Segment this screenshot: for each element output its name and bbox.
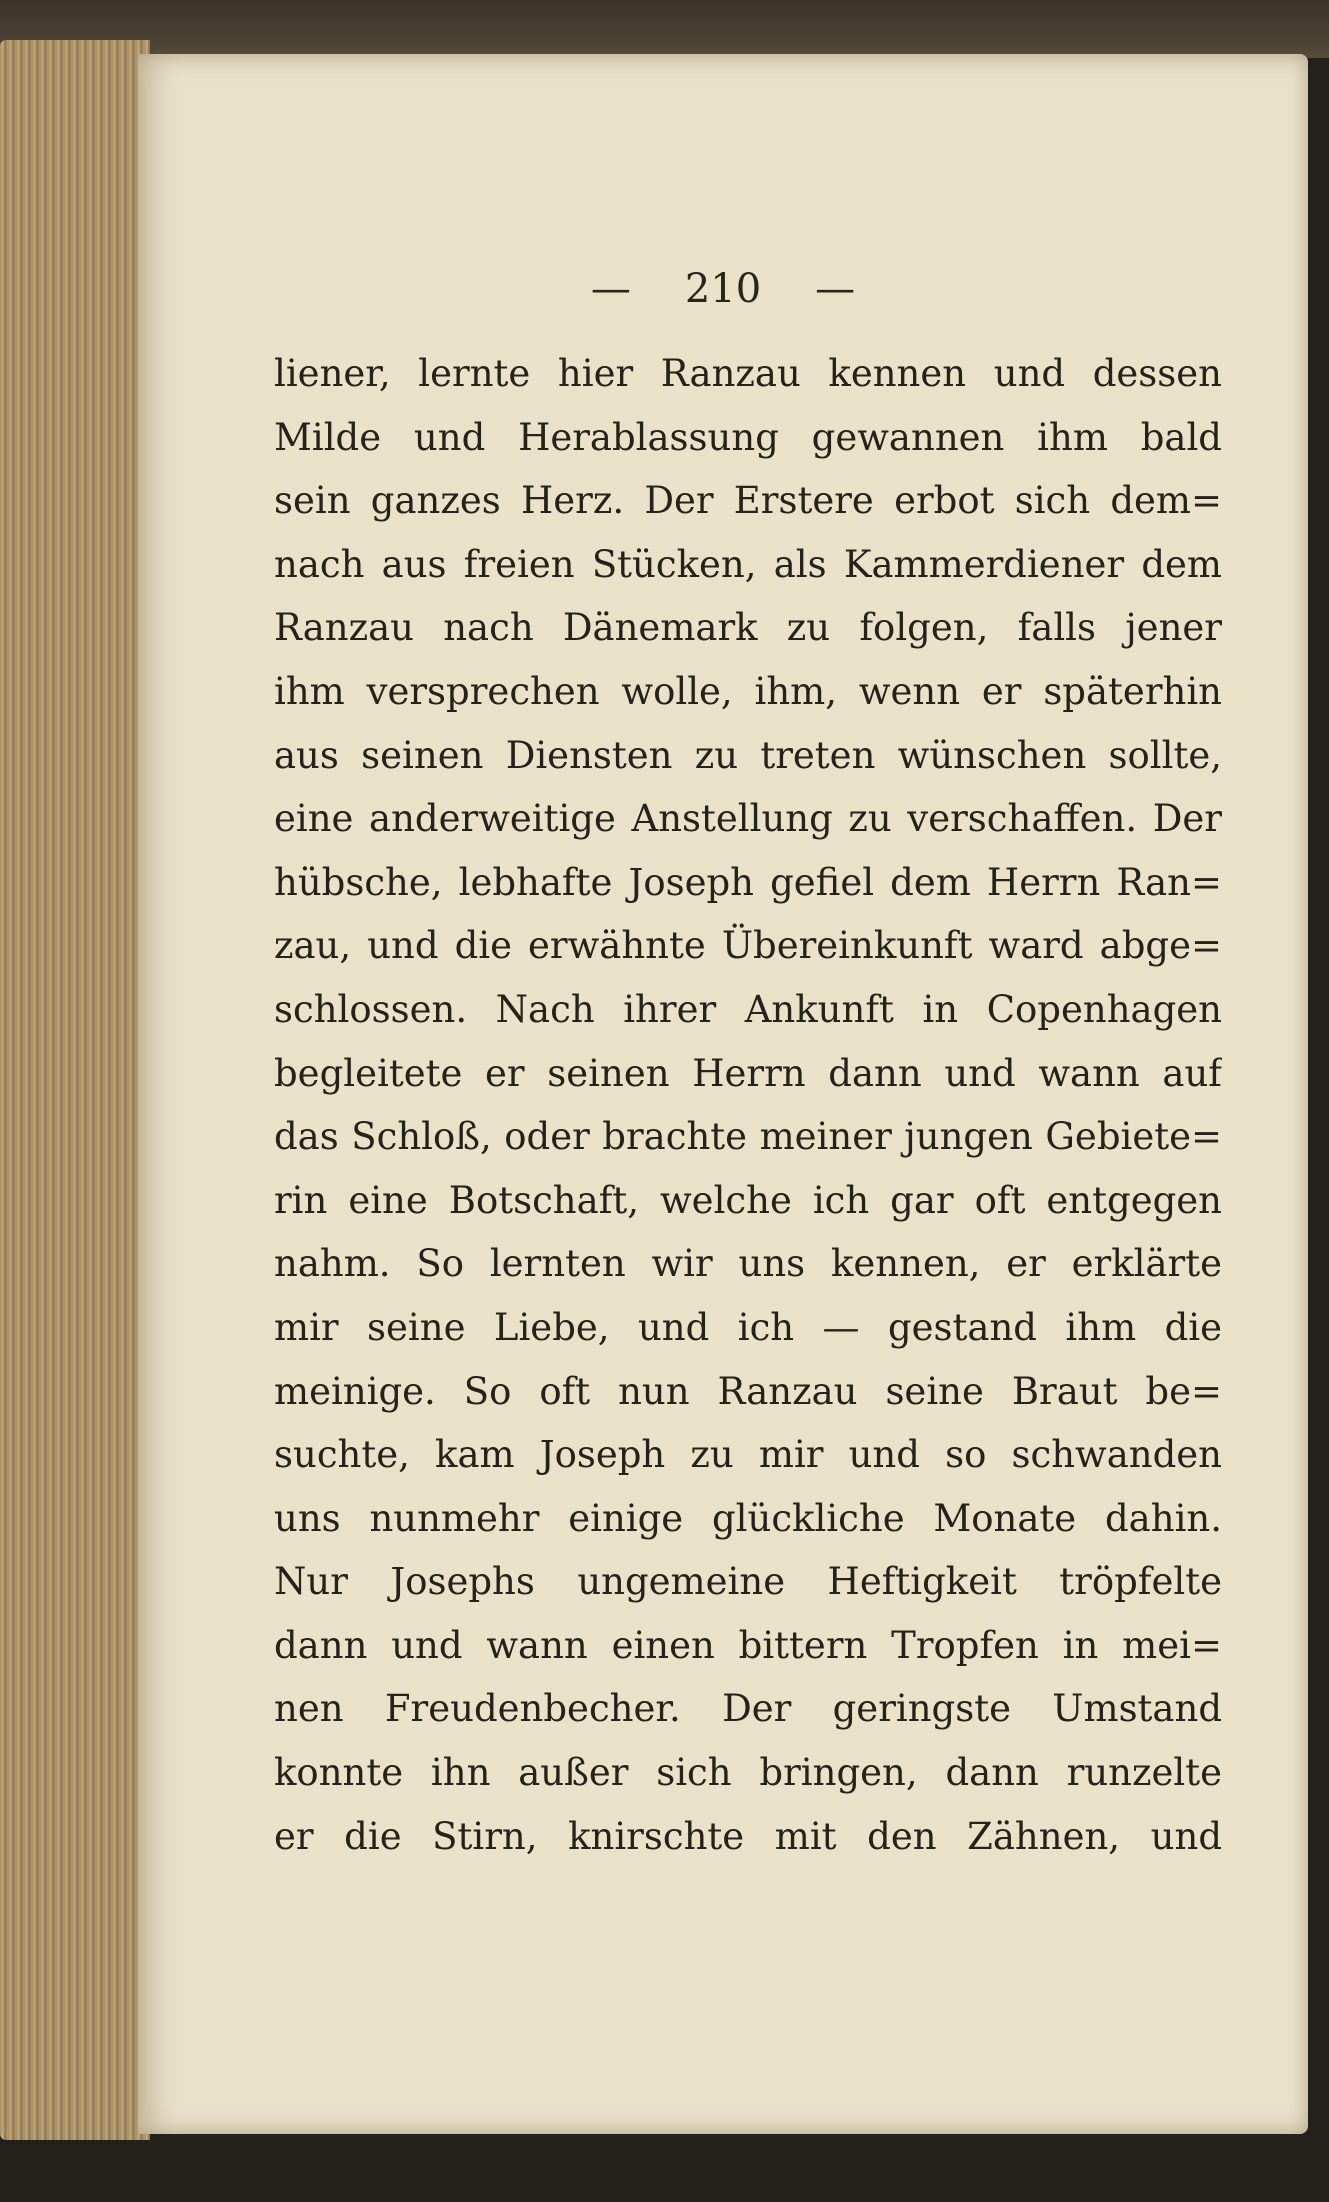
text-line: Ranzau nach Dänemark zu folgen, falls jener (274, 606, 1222, 650)
text-line: ihm versprechen wolle, ihm, wenn er späterhin (274, 669, 1222, 713)
header-dash-left: — (590, 266, 631, 312)
text-line: Milde und Herablassung gewannen ihm bald (274, 415, 1222, 459)
text-line: suchte, kam Joseph zu mir und so schwanden (274, 1433, 1222, 1477)
page-header (138, 266, 1308, 312)
text-line: nach aus freien Stücken, als Kammerdiener dem (274, 542, 1222, 586)
text-line: aus seinen Diensten zu treten wünschen sollte, (274, 733, 1222, 777)
text-line: schlossen. Nach ihrer Ankunft in Copenhagen (274, 987, 1222, 1031)
text-line: das Schloß, oder brachte meiner jungen Gebiete= (274, 1115, 1222, 1159)
text-line: meinige. So oft nun Ranzau seine Braut be= (274, 1369, 1222, 1413)
text-line: nen Freudenbecher. Der geringste Umstand (274, 1687, 1222, 1731)
text-line: rin eine Botschaft, welche ich gar oft entgegen (274, 1178, 1222, 1222)
text-line: er die Stirn, knirschte mit den Zähnen, und (274, 1814, 1222, 1858)
text-line: eine anderweitige Anstellung zu verschaffen. Der (274, 797, 1222, 841)
page-number: 210 (684, 266, 762, 312)
text-line: Nur Josephs ungemeine Heftigkeit tröpfelte (274, 1560, 1222, 1604)
text-line: dann und wann einen bittern Tropfen in mei= (274, 1623, 1222, 1667)
body-text (274, 342, 1222, 1868)
text-line: mir seine Liebe, und ich — gestand ihm die (274, 1305, 1222, 1349)
book-cover-edge (0, 0, 1329, 58)
text-line: nahm. So lernten wir uns kennen, er erklärte (274, 1242, 1222, 1286)
text-line: hübsche, lebhafte Joseph gefiel dem Herrn Ran= (274, 860, 1222, 904)
text-line: liener, lernte hier Ranzau kennen und dessen (274, 352, 1222, 395)
text-line: sein ganzes Herz. Der Erstere erbot sich dem= (274, 479, 1222, 523)
text-line: begleitete er seinen Herrn dann und wann auf (274, 1051, 1222, 1095)
text-line: konnte ihn außer sich bringen, dann runzelte (274, 1751, 1222, 1795)
header-dash-right: — (815, 266, 856, 312)
text-line: zau, und die erwähnte Übereinkunft ward abge= (274, 924, 1222, 968)
text-line: uns nunmehr einige glückliche Monate dahin. (274, 1496, 1222, 1540)
page-stack-edge (0, 40, 150, 2140)
